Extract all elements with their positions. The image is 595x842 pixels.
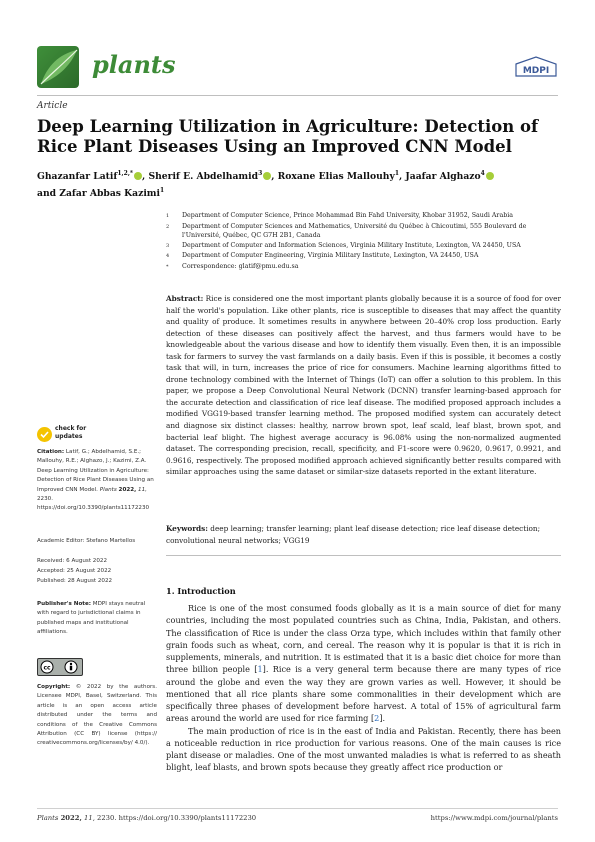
author-name: , Jaafar Alghazo bbox=[399, 171, 481, 183]
paragraph: Rice is one of the most consumed foods globally as it is a main source of diet for many countries, including the most populated countries such as China, India, Pakistan, and others. The classification of Rice is under the class Orza type, which includes within that family other grain foods such as wheat, corn, and cereal. The reason why it is popular is that it is rich in supplements, minerals, and nutrition. It is estimated that it is a basic diet choice for more than three billion people [1]. Rice is a very general term because there are many types of rice around the globe and even the way they are grown varies as well. However, it should be mentioned that all rice plants share some commonalities in their development which are specifically three phases of development before harvest. A total of 15% of agricultural farm areas around the world are used for rice farming [2]. bbox=[166, 603, 561, 724]
check-for-updates-icon[interactable] bbox=[37, 427, 52, 442]
affiliation: 2 Department of Computer Sciences and Mathematics, Université du Québec à Chicoutimi, 555 Boulevard de l'Université, Québec, QC G7H 2B1, Canada bbox=[166, 222, 527, 240]
paper-title: Deep Learning Utilization in Agriculture: Detection of Rice Plant Diseases Using an Improved CNN Model bbox=[37, 117, 539, 156]
citation: Citation: Latif, G.; Abdelhamid, S.E.; Mallouhy, R.E.; Alghazo, J.; Kazimi, Z.A. Deep Learning Utilization in Agriculture: Detection of Rice Plant Diseases Using an Improved CNN Model. Plants 2022, 11, 2230. https://doi.org/10.3390/plants11172230 bbox=[37, 449, 154, 512]
mdpi-logo-icon bbox=[514, 56, 558, 78]
received-date: Received: 6 August 2022 bbox=[37, 558, 108, 564]
svg-text:cc: cc bbox=[43, 664, 51, 672]
section-heading: 1. Introduction bbox=[166, 586, 236, 596]
orcid-icon[interactable] bbox=[486, 172, 494, 180]
footer-divider bbox=[37, 808, 558, 809]
cc-by-license-badge[interactable] bbox=[37, 658, 83, 676]
journal-name: plants bbox=[92, 50, 176, 79]
leaf-icon bbox=[37, 46, 79, 88]
mdpi-logo[interactable] bbox=[514, 56, 558, 78]
affiliations bbox=[166, 211, 561, 273]
publishers-note: Publisher's Note: MDPI stays neutral with regard to jurisdictional claims in published maps and institutional affiliations. bbox=[37, 601, 146, 636]
author-name: and Zafar Abbas Kazimi bbox=[37, 188, 161, 200]
affiliation: 3 Department of Computer and Information Sciences, Virginia Military Institute, Lexington, VA 24450, USA bbox=[166, 241, 521, 249]
academic-editor: Academic Editor: Stefano Martellos bbox=[37, 538, 136, 544]
paragraph: The main production of rice is in the east of India and Pakistan. Recently, there has been a noticeable reduction in rice production for various reasons. One of the main causes is rice plant disease or maladies. One of the most unwanted maladies is what is referred to as sheath blight, leaf blasts, and brown spots because they greatly affect rice production or bbox=[166, 725, 561, 773]
abstract bbox=[166, 293, 561, 478]
citation-link[interactable]: 2 bbox=[374, 713, 380, 724]
author-name: , Sherif E. Abdelhamid bbox=[142, 171, 259, 183]
abstract-label: Abstract: bbox=[166, 294, 204, 303]
journal-logo bbox=[37, 46, 79, 88]
author-name: Ghazanfar Latif bbox=[37, 171, 118, 183]
affiliation: 1 Department of Computer Science, Prince Mohammad Bin Fahd University, Khobar 31952, Saudi Arabia bbox=[166, 212, 513, 219]
abstract-text: Rice is considered one the most important plants globally because it is a source of food for over half the world's population. Like other plants, rice is susceptible to diseases that may affect the quantity and quality of produce. It sometimes results in anywhere between 20–40% crop loss production. Early detection of these diseases can positively affect the harvest, and thus farmers would have to be knowledgeable about the various disease and how to identify them visually. Even then, it is an impossible task for farmers to survey the vast farmlands on a daily basis. Even if this is possible, it becomes a costly task that will, in turn, increases the price of rice for consumers. Machine learning algorithms fitted to drone technology combined with the Internet of Things (IoT) can offer a solution to this problem. In this paper, we propose a Deep Convolutional Neural Network (DCNN) transfer learning-based approach for the accurate detection and classification of rice leaf disease. The modified proposed approach includes a modified VGG19-based transfer learning method. The proposed modified system can accurately detect and diagnose six distinct classes: healthy, narrow brown spot, leaf scald, leaf blast, brown spot, and bacterial leaf blight. The highest average accuracy is 96.08% using the non-normalized augmented dataset. The corresponding precision, recall, specificity, and F1-score were 0.9620, 0.9617, 0.9921, and 0.9616, respectively. The proposed modified approach achieved significantly better results compared with similar approaches using the same dataset or similar-size datasets reported in the extant literature. bbox=[166, 294, 561, 477]
article-type: Article bbox=[37, 101, 68, 111]
citation-link[interactable]: 1 bbox=[257, 664, 263, 675]
correspondence: * Correspondence: glatif@pmu.edu.sa bbox=[166, 262, 299, 270]
publisher-name: MDPI bbox=[522, 66, 550, 76]
footer-citation: Plants 2022, 11, 2230. https://doi.org/10.3390/plants11172230 bbox=[37, 814, 257, 822]
check-for-updates-button[interactable]: check for updates bbox=[55, 425, 87, 440]
orcid-icon[interactable] bbox=[134, 172, 142, 180]
published-date: Published: 28 August 2022 bbox=[37, 578, 113, 584]
body-text bbox=[166, 602, 561, 774]
author-name: , Roxane Elias Mallouhy bbox=[271, 171, 395, 183]
author-list: Ghazanfar Latif$^{1,2,*}$ , Sherif E. Abdelhamid$^3$ , Roxane Elias Mallouhy$^1$, Jaafar Alghazo$^4$ and Zafar Abbas Kazimi$^1$ bbox=[37, 167, 557, 201]
abstract-divider bbox=[166, 555, 561, 556]
footer-journal-url[interactable]: https://www.mdpi.com/journal/plants bbox=[430, 814, 558, 822]
header-divider bbox=[37, 95, 558, 96]
accepted-date: Accepted: 25 August 2022 bbox=[37, 568, 112, 574]
keywords-text: deep learning; transfer learning; plant leaf disease detection; rice leaf disease detection; convolutional neural networks; VGG19 bbox=[166, 524, 541, 545]
affiliation: 4 Department of Computer Engineering, Virginia Military Institute, Lexington, VA 24450, USA bbox=[166, 252, 479, 260]
copyright-notice: Copyright: © 2022 by the authors. Licensee MDPI, Basel, Switzerland. This article is an open access article distributed under the terms and conditions of the Creative Commons Attribution (CC BY) license (https:// creativecommons.org/licenses/by/ 4.0/). bbox=[37, 684, 157, 747]
keywords-label: Keywords: bbox=[166, 524, 208, 533]
keywords bbox=[166, 523, 561, 546]
